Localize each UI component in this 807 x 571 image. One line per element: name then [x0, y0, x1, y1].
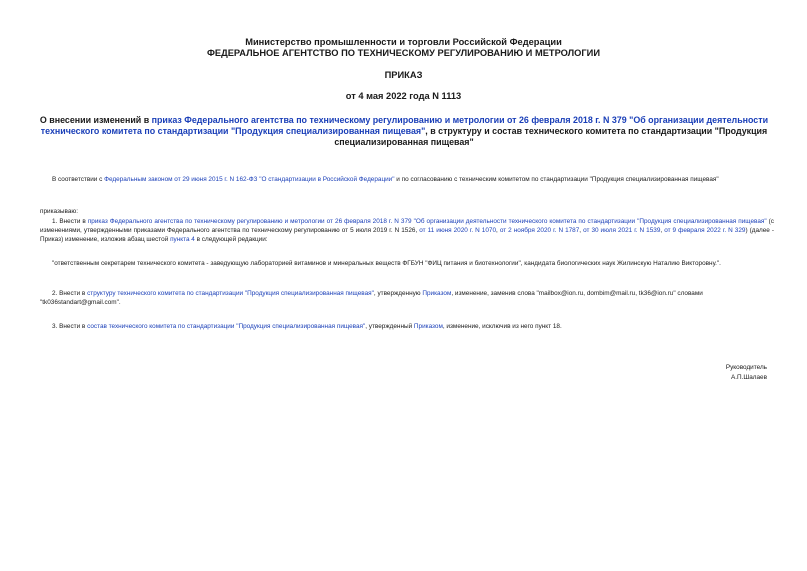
item-3-paragraph [40, 323, 774, 332]
preamble-text-1: В соответствии с [52, 176, 105, 183]
amendment-link-2021-07[interactable]: от 30 июля 2021 г. N 1539 [583, 226, 661, 234]
item-2-text-1: 2. Внести в [52, 290, 88, 297]
amendment-link-2020-06[interactable]: от 11 июня 2020 г. N 1070 [419, 226, 497, 234]
item-3-text-3: , изменение, исключив из него пункт 18. [442, 323, 562, 330]
item-2-text-2: , утвержденную [373, 290, 423, 297]
item-1-paragraph [40, 218, 774, 244]
item-1-text-4: , [579, 226, 584, 234]
item-1-text-6: ) (далее - Приказ) изменение, изложив абзац шестой [40, 226, 774, 243]
item-1-text-5: , [660, 226, 665, 234]
item-3-text-1: 3. Внести в [52, 323, 88, 330]
document-type: ПРИКАЗ [384, 70, 423, 80]
quote-paragraph: "ответственным секретарем технического комитета - заведующую лабораторией витаминов и минеральных веществ ФГБУН "ФИЦ питания и биотехнологии", кандидата биологических наук Жилинскую Наталию Викторовну.". [52, 260, 721, 267]
title-suffix: , в структуру и состав технического комитета по стандартизации "Продукция специализированная пищевая" [334, 126, 768, 147]
item-3-text-2: , утвержденный [365, 323, 414, 330]
signatory-name: А.П.Шалаев [730, 374, 767, 381]
item-2-order-link[interactable]: Приказом [422, 290, 452, 297]
item-2-paragraph [40, 290, 774, 308]
ministry-heading: Министерство промышленности и торговли Российской Федерации [245, 37, 562, 47]
item-1-text-1: 1. Внести в [52, 218, 88, 225]
signatory-role: Руководитель [725, 364, 767, 371]
committee-structure-link[interactable]: структуру технического комитета по стандартизации "Продукция специализированная пищевая" [87, 290, 374, 297]
item-1-text-3: , [496, 226, 500, 234]
title-order-link[interactable]: приказ Федерального агентства по техническому регулированию и метрологии от 26 февраля 2018 г. N 379 "Об организации деятельности технического комитета по стандартизации "Продукция специализированная пищевая" [40, 115, 769, 136]
item-1-text-2: (с изменениями, утвержденными приказами Федерального агентства по техническому регулированию от 5 июля 2019 г. N 1526, [40, 218, 774, 234]
item-3-order-link[interactable]: Приказом [413, 323, 443, 330]
federal-law-link[interactable]: Федеральным законом от 29 июня 2015 г. N 162-ФЗ "О стандартизации в Российской Федерации" [104, 176, 395, 183]
title-prefix: О внесении изменений в [39, 115, 152, 125]
item-2-text-3: , изменение, заменив слова "mailbox@ion.ru, dombim@mail.ru, tk36@ion.ru" словами "tk036standart@gmail.com". [40, 290, 703, 306]
document-title [24, 115, 784, 148]
item-1-text-7: в следующей редакции: [194, 235, 268, 243]
preamble-text-2: и по согласованию с техническим комитетом по стандартизации "Продукция специализированная пищевая" [394, 176, 719, 183]
item-1-order-link[interactable]: приказ Федерального агентства по техническому регулированию и метрологии от 26 февраля 2018 г. N 379 "Об организации деятельности технического комитета по стандартизации "Продукция специализированная пищевая" [87, 218, 767, 225]
preamble-paragraph [40, 176, 774, 185]
amendment-link-2022-02[interactable]: от 9 февраля 2022 г. N 329 [664, 226, 746, 234]
agency-heading: ФЕДЕРАЛЬНОЕ АГЕНТСТВО ПО ТЕХНИЧЕСКОМУ РЕГУЛИРОВАНИЮ И МЕТРОЛОГИИ [206, 48, 601, 58]
committee-composition-link[interactable]: состав технического комитета по стандартизации "Продукция специализированная пищевая" [87, 323, 366, 330]
document-date: от 4 мая 2022 года N 1113 [345, 91, 462, 101]
order-word: приказываю: [40, 208, 78, 215]
point-4-link[interactable]: пункта 4 [170, 235, 195, 243]
amendment-link-2020-11[interactable]: от 2 ноября 2020 г. N 1787 [499, 226, 580, 234]
